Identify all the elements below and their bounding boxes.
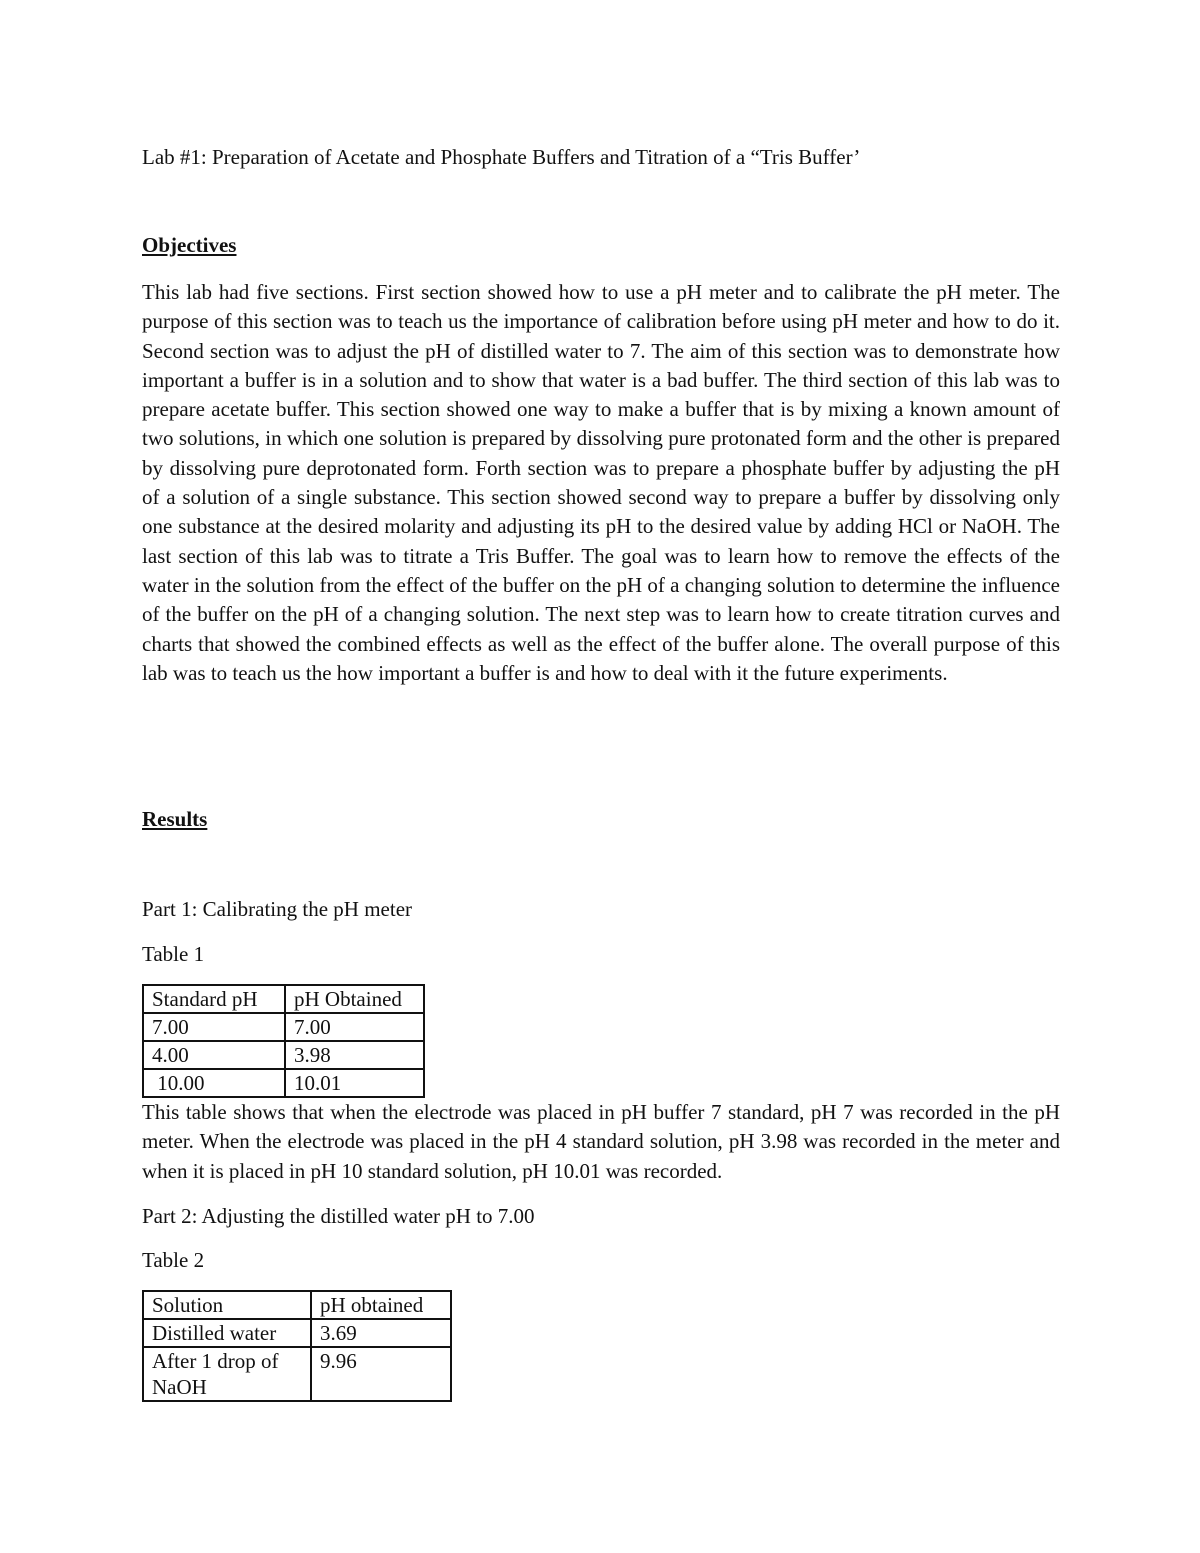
table-row [143,1041,424,1069]
table-row [143,1319,451,1347]
table-header-cell: Solution [143,1291,311,1319]
table-row [143,1347,451,1401]
part1-title: Part 1: Calibrating the pH meter [142,897,413,921]
table2-label: Table 2 [142,1248,205,1272]
table-header-cell: pH Obtained [285,985,424,1013]
table1-description: This table shows that when the electrode was placed in pH buffer 7 standard, pH 7 was recorded in the pH meter. When the electrode was placed in the pH 4 standard solution, pH 3.98 was recorded in the meter and when it is placed in pH 10 standard solution, pH 10.01 was recorded. [142,1100,1060,1183]
table-cell: 10.01 [285,1069,424,1097]
objectives-paragraph: This lab had five sections. First section showed how to use a pH meter and to calibrate the pH meter. The purpose of this section was to teach us the importance of calibration before using pH meter and how to do it. Second section was to adjust the pH of distilled water to 7. The aim of this section was to demonstrate how important a buffer is in a solution and to show that water is a bad buffer. The third section of this lab was to prepare acetate buffer. This section showed one way to make a buffer that is by mixing a known amount of two solutions, in which one solution is prepared by dissolving pure protonated form and the other is prepared by dissolving pure deprotonated form. Forth section was to prepare a phosphate buffer by adjusting the pH of a solution of a single substance. This section showed second way to prepare a buffer by dissolving only one substance at the desired molarity and adjusting its pH to the desired value by adding HCl or NaOH. The last section of this lab was to titrate a Tris Buffer. The goal was to learn how to remove the effects of the water in the solution from the effect of the buffer on the pH of a changing solution to determine the influence of the buffer on the pH of a changing solution. The next step was to learn how to create titration curves and charts that showed the combined effects as well as the effect of the buffer alone. The overall purpose of this lab was to teach us the how important a buffer is and how to deal with it the future experiments. [142,280,1060,685]
table-header-row [143,1291,451,1319]
table-cell: 3.69 [311,1319,451,1347]
table-row [143,1069,424,1097]
table-row [143,1013,424,1041]
calibration-table [142,984,425,1098]
part2-title: Part 2: Adjusting the distilled water pH to 7.00 [142,1204,535,1228]
objectives-heading: Objectives [142,233,237,257]
table-cell: 10.00 [143,1069,285,1097]
page-title: Lab #1: Preparation of Acetate and Phosphate Buffers and Titration of a “Tris Buffer’ [142,145,861,169]
table-cell: 3.98 [285,1041,424,1069]
table-cell: Distilled water [143,1319,311,1347]
table-cell: After 1 drop of NaOH [143,1347,311,1401]
table-header-row [143,985,424,1013]
table-cell: 7.00 [285,1013,424,1041]
table1-label: Table 1 [142,942,205,966]
table-header-cell: pH obtained [311,1291,451,1319]
table-cell: 4.00 [143,1041,285,1069]
results-heading: Results [142,807,208,831]
table-cell: 7.00 [143,1013,285,1041]
distilled-water-table [142,1290,452,1402]
table-cell: 9.96 [311,1347,451,1401]
table-header-cell: Standard pH [143,985,285,1013]
